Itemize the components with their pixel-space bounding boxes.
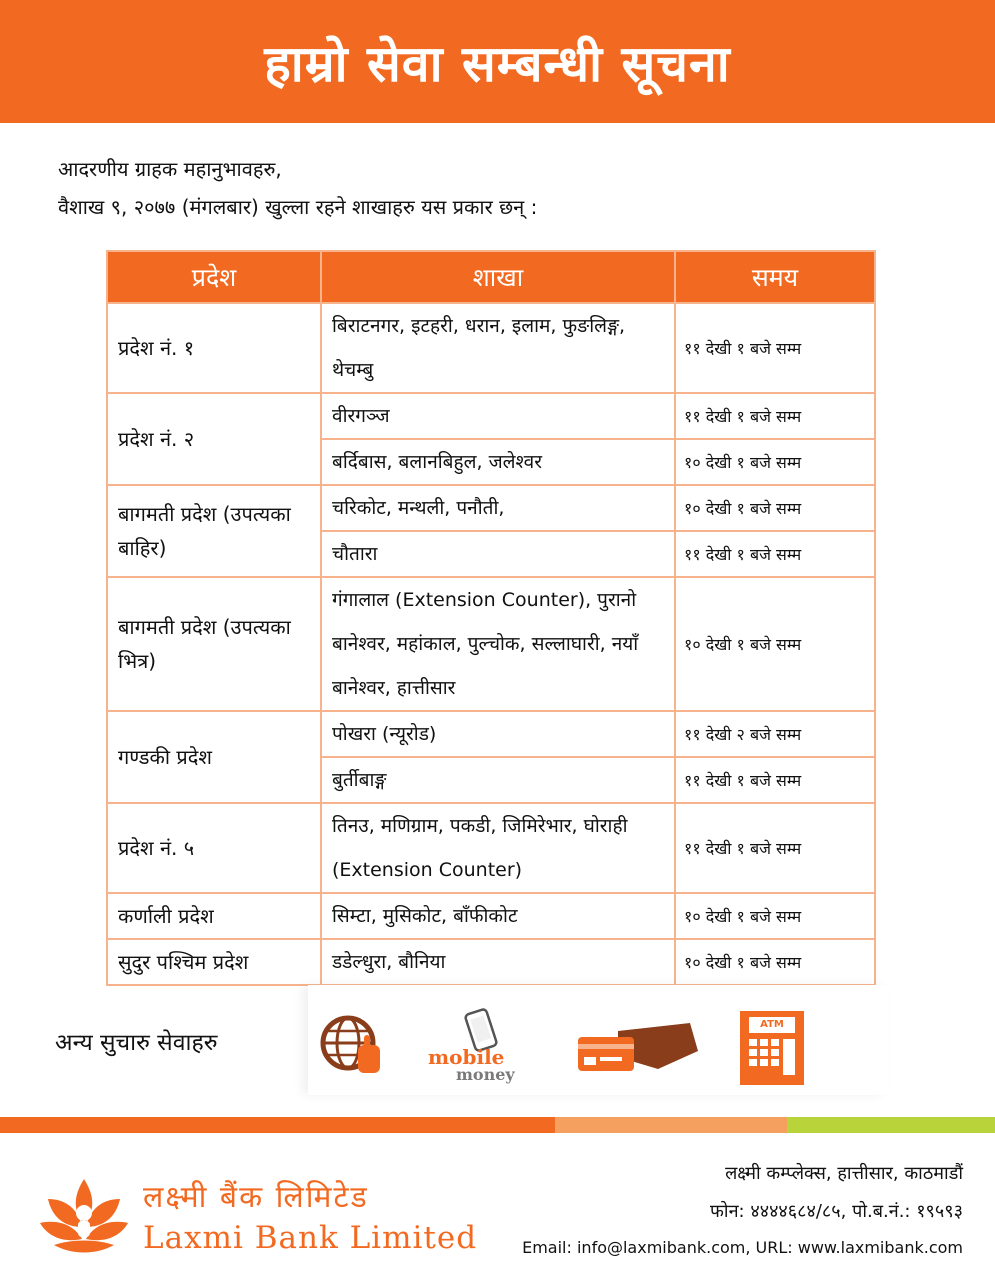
branch-cell: सिम्टा, मुसिकोट, बाँफीकोट [321,893,675,939]
time-cell: ११ देखी १ बजे सम्म [675,393,875,439]
province-cell: कर्णाली प्रदेश [107,893,321,939]
intro-text [58,150,938,226]
bank-contact: Email: info@laxmibank.com, URL: www.laxmibank.com [522,1238,963,1257]
footer-stripe-green [787,1117,995,1133]
bank-address: लक्ष्मी कम्प्लेक्स, हात्तीसार, काठमाडौं [725,1163,963,1184]
time-cell: १० देखी १ बजे सम्म [675,485,875,531]
branch-cell: चरिकोट, मन्थली, पनौती, [321,485,675,531]
header-time: समय [675,251,875,303]
page-title: हाम्रो सेवा सम्बन्धी सूचना [264,34,731,93]
branch-cell: तिनउ, मणिग्राम, पकडी, जिमिरेभार, घोराही (Extension Counter) [321,803,675,893]
table-row [107,939,875,985]
footer [0,1133,995,1280]
table-row [107,893,875,939]
table-row [107,485,875,531]
branch-cell: पोखरा (न्यूरोड) [321,711,675,757]
atm-screen: ATM [749,1017,795,1033]
bank-phone: फोन: ४४४४६८४/८५, पो.ब.नं.: १९५९३ [710,1201,963,1222]
time-cell: १० देखी १ बजे सम्म [675,893,875,939]
mobile-money-icon [426,1007,546,1083]
footer-stripe-light-orange [555,1117,787,1133]
table-row [107,803,875,893]
branch-cell: वीरगञ्ज [321,393,675,439]
time-cell: ११ देखी १ बजे सम्म [675,757,875,803]
header-banner [0,0,995,123]
time-cell: १० देखी १ बजे सम्म [675,577,875,711]
province-cell: प्रदेश नं. १ [107,303,321,393]
table-header-row [107,251,875,303]
atm-keypad-icon [749,1039,795,1079]
time-cell: ११ देखी १ बजे सम्म [675,303,875,393]
card-payment-icon [578,1017,704,1073]
branch-cell: चौतारा [321,531,675,577]
province-cell: प्रदेश नं. ५ [107,803,321,893]
branch-schedule-table [106,250,876,986]
time-cell: १० देखी १ बजे सम्म [675,439,875,485]
time-cell: १० देखी १ बजे सम्म [675,939,875,985]
province-cell: सुदुर पश्चिम प्रदेश [107,939,321,985]
bank-name-nepali: लक्ष्मी बैंक लिमिटेड [143,1180,369,1215]
table-row [107,577,875,711]
atm-icon [740,1011,804,1085]
table-row [107,303,875,393]
money-label: money [456,1065,515,1084]
mobile-label: mobile [428,1045,505,1069]
table-row [107,393,875,439]
internet-banking-icon [318,1011,388,1077]
services-section [0,985,995,1095]
province-cell: बागमती प्रदेश (उपत्यका बाहिर) [107,485,321,577]
header-branch: शाखा [321,251,675,303]
time-cell: ११ देखी १ बजे सम्म [675,803,875,893]
branch-cell: डडेल्धुरा, बौनिया [321,939,675,985]
time-cell: ११ देखी २ बजे सम्म [675,711,875,757]
services-label: अन्य सुचारु सेवाहरु [55,1030,218,1056]
province-cell: गण्डकी प्रदेश [107,711,321,803]
table-row [107,711,875,757]
province-cell: बागमती प्रदेश (उपत्यका भित्र) [107,577,321,711]
branch-cell: गंगालाल (Extension Counter), पुरानो बानेश्वर, महांकाल, पुल्चोक, सल्लाघारी, नयाँ बानेश्वर, हात्तीसार [321,577,675,711]
branch-cell: बर्दिबास, बलानबिहुल, जलेश्वर [321,439,675,485]
salutation: आदरणीय ग्राहक महानुभावहरु, [58,157,282,181]
notice-line: वैशाख ९, २०७७ (मंगलबार) खुल्ला रहने शाखाहरु यस प्रकार छन् : [58,195,538,219]
branch-cell: बिराटनगर, इटहरी, धरान, इलाम, फुङलिङ्ग, थेचम्बु [321,303,675,393]
time-cell: ११ देखी १ बजे सम्म [675,531,875,577]
header-province: प्रदेश [107,251,321,303]
province-cell: प्रदेश नं. २ [107,393,321,485]
bank-name-english: Laxmi Bank Limited [143,1220,478,1256]
laxmi-lotus-logo-icon [36,1173,132,1263]
branch-cell: बुर्तीबाङ्ग [321,757,675,803]
footer-stripe-orange [0,1117,555,1133]
services-icons-panel [308,985,888,1095]
